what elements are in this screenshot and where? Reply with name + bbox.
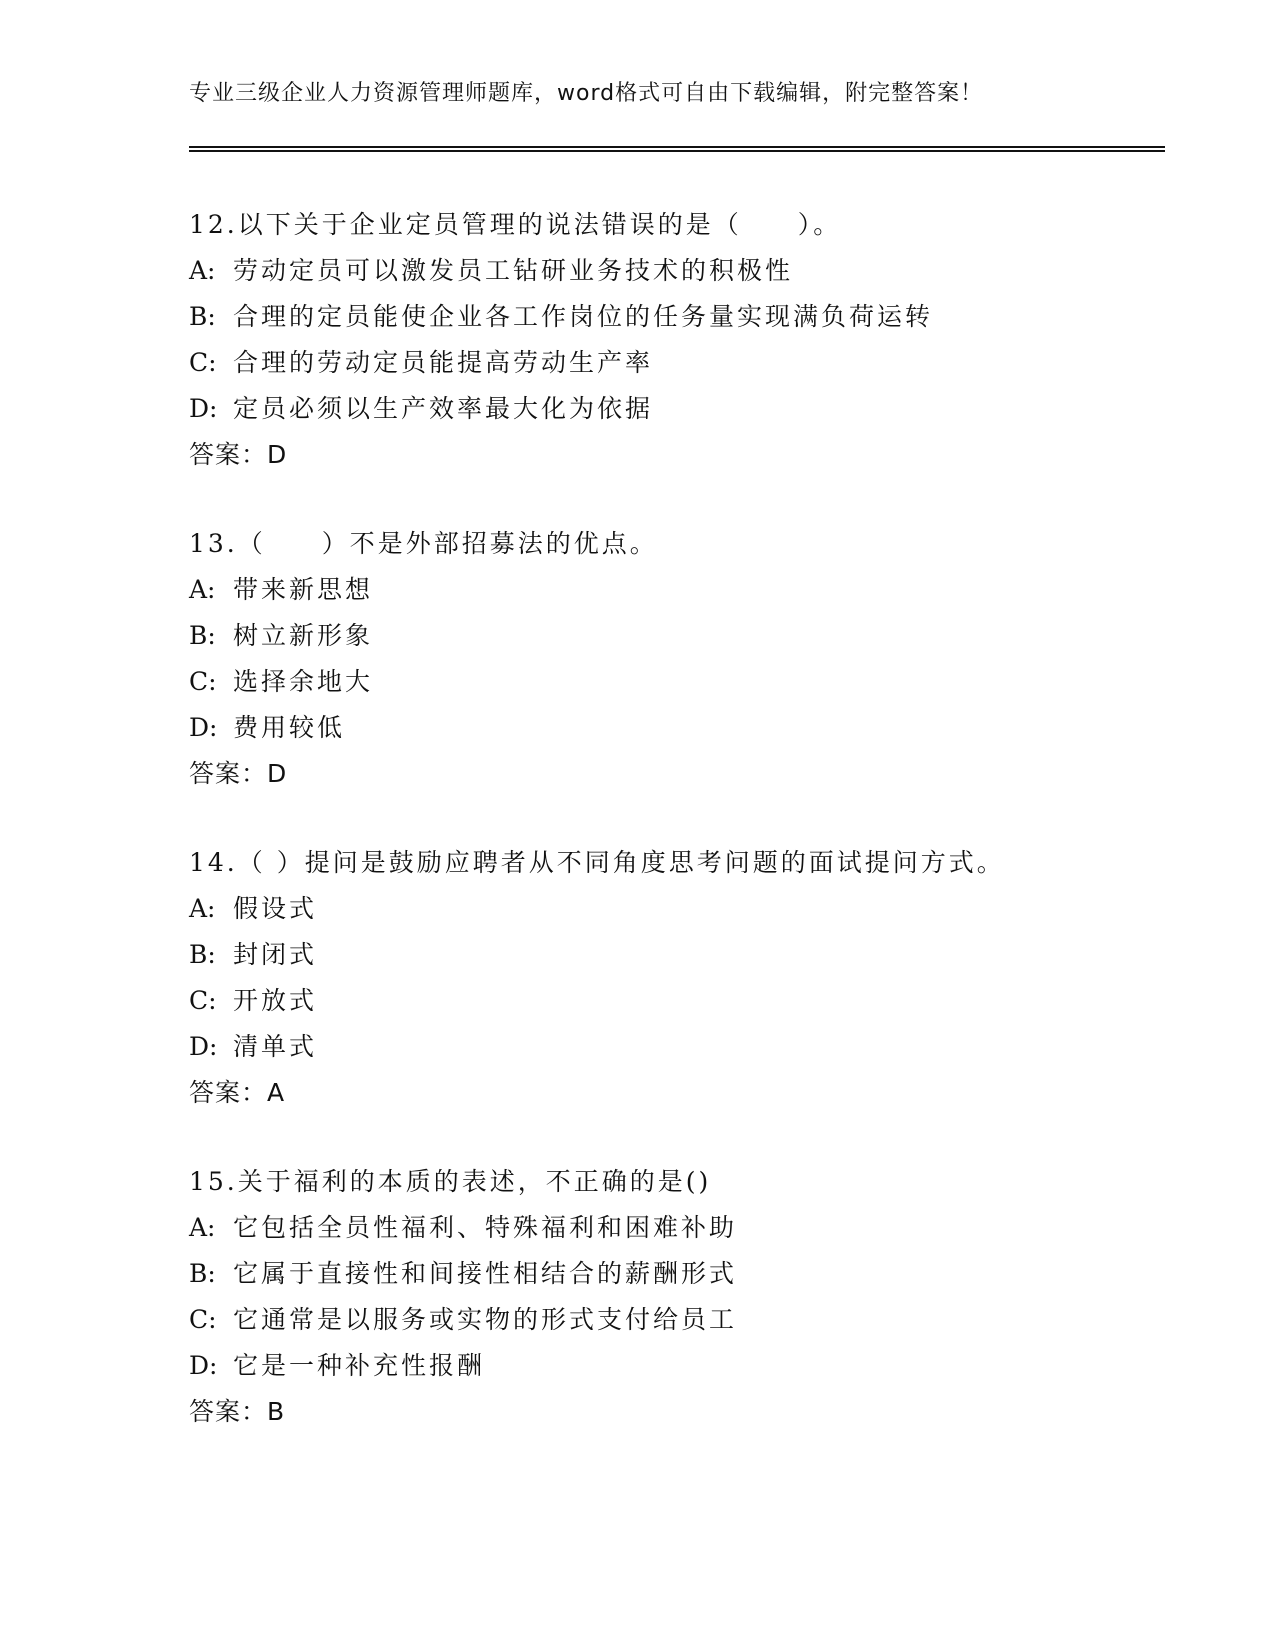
option-text: 它包括全员性福利、特殊福利和困难补助 bbox=[233, 1213, 738, 1242]
header-double-rule bbox=[189, 146, 1165, 152]
question-block bbox=[189, 1159, 1179, 1435]
option-text: 清单式 bbox=[233, 1032, 318, 1061]
option-b bbox=[189, 932, 1179, 978]
option-label: C: bbox=[189, 986, 217, 1015]
answer-line: 答案：D bbox=[189, 759, 288, 788]
option-b bbox=[189, 294, 1179, 340]
option-label: C: bbox=[189, 1305, 217, 1334]
option-text: 选择余地大 bbox=[233, 667, 374, 696]
option-c bbox=[189, 340, 1179, 386]
option-b bbox=[189, 613, 1179, 659]
option-a bbox=[189, 886, 1179, 932]
option-text: 带来新思想 bbox=[233, 575, 374, 604]
option-text: 它属于直接性和间接性相结合的薪酬形式 bbox=[233, 1259, 738, 1288]
option-label: D: bbox=[189, 1351, 218, 1380]
option-label: C: bbox=[189, 348, 217, 377]
option-b bbox=[189, 1251, 1179, 1297]
option-text: 劳动定员可以激发员工钻研业务技术的积极性 bbox=[233, 256, 794, 285]
option-text: 它是一种补充性报酬 bbox=[233, 1351, 486, 1380]
option-label: A: bbox=[189, 256, 216, 285]
option-text: 费用较低 bbox=[233, 713, 346, 742]
option-label: C: bbox=[189, 667, 217, 696]
option-text: 开放式 bbox=[233, 986, 318, 1015]
question-stem: 12.以下关于企业定员管理的说法错误的是（ ）。 bbox=[189, 210, 842, 239]
option-c bbox=[189, 1297, 1179, 1343]
option-label: A: bbox=[189, 575, 216, 604]
option-a bbox=[189, 1205, 1179, 1251]
option-label: D: bbox=[189, 713, 218, 742]
option-a bbox=[189, 248, 1179, 294]
option-d bbox=[189, 386, 1179, 432]
option-d bbox=[189, 705, 1179, 751]
option-label: B: bbox=[189, 302, 216, 331]
option-a bbox=[189, 567, 1179, 613]
option-label: A: bbox=[189, 894, 216, 923]
option-label: A: bbox=[189, 1213, 216, 1242]
question-stem: 15.关于福利的本质的表述，不正确的是() bbox=[189, 1167, 712, 1196]
option-text: 合理的定员能使企业各工作岗位的任务量实现满负荷运转 bbox=[233, 302, 934, 331]
answer-line: 答案：D bbox=[189, 440, 288, 469]
document-header: 专业三级企业人力资源管理师题库，word格式可自由下载编辑，附完整答案！ bbox=[189, 81, 984, 106]
option-label: D: bbox=[189, 1032, 218, 1061]
option-text: 树立新形象 bbox=[233, 621, 374, 650]
option-label: B: bbox=[189, 1259, 216, 1288]
question-block bbox=[189, 202, 1179, 478]
question-block bbox=[189, 521, 1179, 797]
option-text: 假设式 bbox=[233, 894, 318, 923]
option-label: B: bbox=[189, 940, 216, 969]
question-stem: 14.（ ）提问是鼓励应聘者从不同角度思考问题的面试提问方式。 bbox=[189, 848, 1005, 877]
option-c bbox=[189, 659, 1179, 705]
answer-line: 答案：A bbox=[189, 1078, 286, 1107]
question-block bbox=[189, 840, 1179, 1116]
option-d bbox=[189, 1024, 1179, 1070]
option-c bbox=[189, 978, 1179, 1024]
option-label: D: bbox=[189, 394, 218, 423]
option-text: 它通常是以服务或实物的形式支付给员工 bbox=[233, 1305, 738, 1334]
option-text: 合理的劳动定员能提高劳动生产率 bbox=[233, 348, 654, 377]
option-label: B: bbox=[189, 621, 216, 650]
option-text: 定员必须以生产效率最大化为依据 bbox=[233, 394, 654, 423]
option-text: 封闭式 bbox=[233, 940, 318, 969]
answer-line: 答案：B bbox=[189, 1397, 286, 1426]
option-d bbox=[189, 1343, 1179, 1389]
question-stem: 13.（ ）不是外部招募法的优点。 bbox=[189, 529, 658, 558]
